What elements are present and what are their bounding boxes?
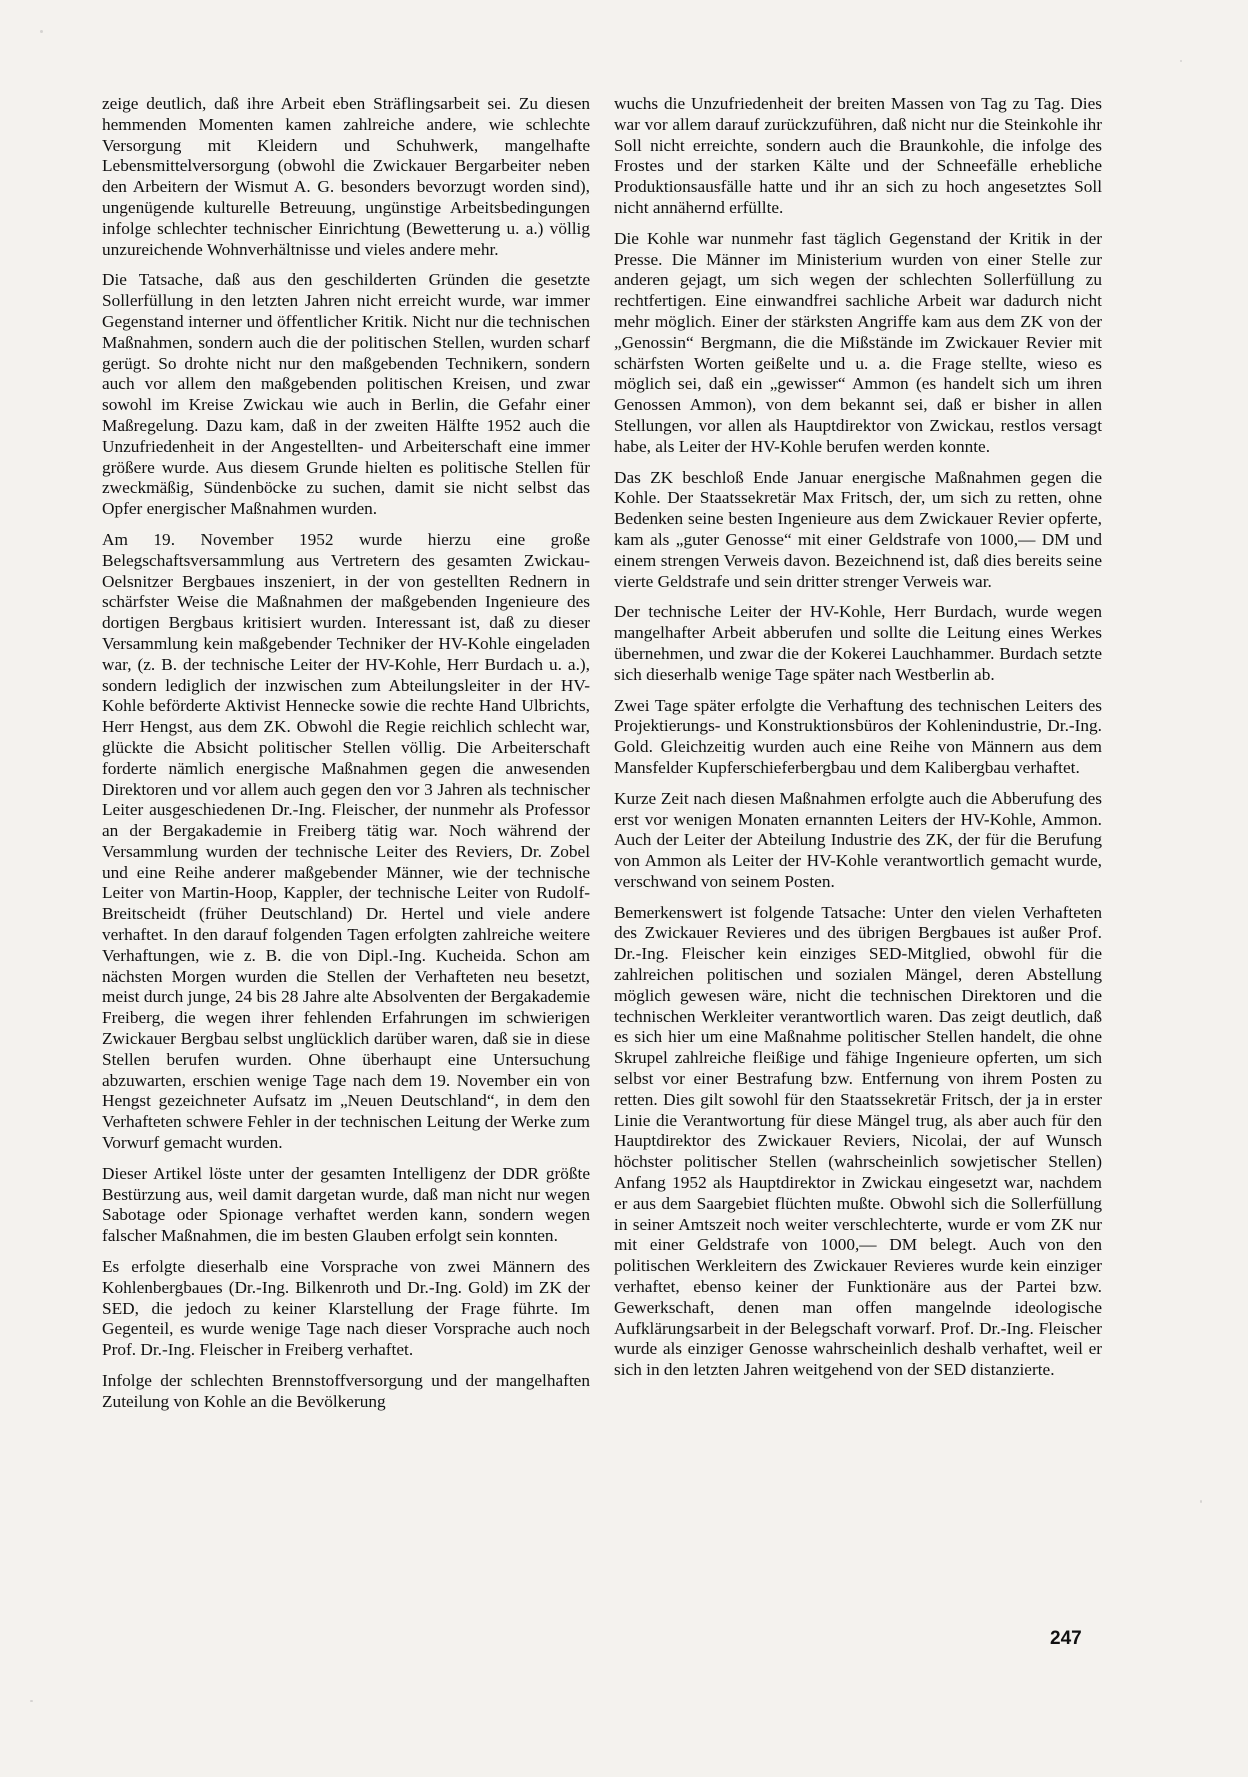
paragraph: Am 19. November 1952 wurde hierzu eine große Belegschaftsversammlung aus Vertretern des gesamten Zwickau-Oelsnitzer Bergbaues inszeniert, in der von gestellten Rednern in schärfster Weise die Maßnahmen der maßgebenden Ingenieure des dortigen Bergbaus kritisiert wurden. Interessant ist, daß zu dieser Versammlung kein maßgebender Techniker der HV-Kohle eingeladen war, (z. B. der technische Leiter der HV-Kohle, Herr Burdach u. a.), sondern lediglich der inzwischen zum Abteilungsleiter in der HV-Kohle beförderte Aktivist Hennecke sowie die rechte Hand Ulbrichts, Herr Hengst, aus dem ZK. Obwohl die Regie reichlich schlecht war, glückte die Absicht politischer Stellen völlig. Die Arbeiterschaft forderte nämlich energische Maßnahmen gegen die anwesenden Direktoren und vor allem auch gegen den vor 3 Jahren als technischer Leiter ausgeschiedenen Dr.-Ing. Fleischer, der nunmehr als Professor an der Bergakademie in Freiberg tätig war. Noch während der Versammlung wurden der technische Leiter des Reviers, Dr. Zobel und eine Reihe anderer maßgebender Männer, wie der technische Leiter von Martin-Hoop, Kappler, der technische Leiter von Rudolf-Breitscheidt (früher Deutschland) Dr. Hertel und viele andere verhaftet. In den darauf folgenden Tagen erfolgten zahlreiche weitere Verhaftungen, wie z. B. die von Dipl.-Ing. Kucheida. Schon am nächsten Morgen wurden die Stellen der Verhafteten neu besetzt, meist durch junge, 24 bis 28 Jahre alte Absolventen der Bergakademie Freiberg, die wegen ihrer fehlenden Erfahrungen im schwierigen Zwickauer Bergbau selbst unglücklich darüber waren, daß sie in diese Stellen berufen wurden. Ohne überhaupt eine Untersuchung abzuwarten, erschien wenige Tage nach dem 19. November ein von Hengst gezeichneter Aufsatz im „Neuen Deutschland“, in dem den Verhafteten schwere Fehler in der technischen Leitung der Werke zum Vorwurf gemacht wurden.	[102, 529, 590, 1153]
scan-speck	[1200, 1500, 1202, 1503]
paragraph: Dieser Artikel löste unter der gesamten Intelligenz der DDR größte Bestürzung aus, weil damit dargetan wurde, daß man nicht nur wegen Sabotage oder Spionage verhaftet werden kann, sondern wegen falscher Maßnahmen, die im besten Glauben erfolgt sein konnten.	[102, 1163, 590, 1246]
right-column	[614, 94, 1102, 1391]
scan-speck	[40, 30, 43, 33]
paragraph: Der technische Leiter der HV-Kohle, Herr Burdach, wurde wegen mangelhafter Arbeit abberufen und sollte die Leitung eines Werkes übernehmen, und zwar die der Kokerei Lauchhammer. Burdach setzte sich dieserhalb wenige Tage später nach Westberlin ab.	[614, 602, 1102, 684]
paragraph: Das ZK beschloß Ende Januar energische Maßnahmen gegen die Kohle. Der Staatssekretär Max Fritsch, der, um sich zu retten, ohne Bedenken seine besten Ingenieure aus dem Zwickauer Revier opferte, kam als „guter Genosse“ mit einer Geldstrafe von 1000,— DM und einem strengen Verweis davon. Bezeichnend ist, daß dies bereits seine vierte Geldstrafe und sein dritter strenger Verweis war.	[614, 467, 1102, 591]
paragraph: Zwei Tage später erfolgte die Verhaftung des technischen Leiters des Projektierungs- und Konstruktionsbüros der Kohlenindustrie, Dr.-Ing. Gold. Gleichzeitig wurden auch eine Reihe von Männern aus dem Mansfelder Kupferschieferbergbau und dem Kalibergbau verhaftet.	[614, 695, 1102, 777]
left-column	[102, 94, 590, 1423]
paragraph: zeige deutlich, daß ihre Arbeit eben Sträflingsarbeit sei. Zu diesen hemmenden Momenten kamen zahlreiche andere, wie schlechte Versorgung mit Kleidern und Schuhwerk, mangelhafte Lebensmittelversorgung (obwohl die Zwickauer Bergarbeiter neben den Arbeitern der Wismut A. G. besonders bevorzugt worden sind), ungenügende kulturelle Betreuung, ungünstige Arbeitsbedingungen infolge schlechter technischer Einrichtung (Bewetterung u. a.) völlig unzureichende Wohnverhältnisse und vieles andere mehr.	[102, 94, 590, 259]
paragraph: Infolge der schlechten Brennstoffversorgung und der mangelhaften Zuteilung von Kohle an die Bevölkerung	[102, 1371, 590, 1411]
scan-speck	[30, 1700, 33, 1702]
paragraph: wuchs die Unzufriedenheit der breiten Massen von Tag zu Tag. Dies war vor allem darauf zurückzuführen, daß nicht nur die Steinkohle ihr Soll nicht erreichte, sondern auch die Braunkohle, die infolge des Frostes und der starken Kälte und der Schneefälle erhebliche Produktionsausfälle hatte und ihr an sich zu hoch angesetztes Soll nicht annähernd erfüllte.	[614, 94, 1102, 217]
scan-speck	[1180, 60, 1182, 62]
paragraph: Die Kohle war nunmehr fast täglich Gegenstand der Kritik in der Presse. Die Männer im Ministerium wurden von einer Stelle zur anderen gejagt, um sich wegen der schlechten Sollerfüllung zu rechtfertigen. Eine einwandfrei sachliche Arbeit war dadurch nicht mehr möglich. Einer der stärksten Angriffe kam aus dem ZK von der „Genossin“ Bergmann, die die Mißstände im Zwickauer Revier mit schärfsten Worten geißelte und u. a. die Frage stellte, wieso es möglich sei, daß ein „gewisser“ Ammon (es handelt sich um ihren Genossen Ammon), von dem bekannt sei, daß er bisher in allen Stellungen, vor allen als Hauptdirektor von Zwickau, restlos versagt habe, als Leiter der HV-Kohle berufen werden konnte.	[614, 228, 1102, 456]
paragraph: Kurze Zeit nach diesen Maßnahmen erfolgte auch die Abberufung des erst vor wenigen Monaten ernannten Leiters der HV-Kohle, Ammon. Auch der Leiter der Abteilung Industrie des ZK, der für die Berufung von Ammon als Leiter der HV-Kohle verantwortlich gemacht wurde, verschwand von seinem Posten.	[614, 788, 1102, 891]
paragraph: Es erfolgte dieserhalb eine Vorsprache von zwei Männern des Kohlenbergbaues (Dr.-Ing. Bilkenroth und Dr.-Ing. Gold) im ZK der SED, die jedoch zu keiner Klarstellung der Frage führte. Im Gegenteil, es wurde wenige Tage nach dieser Vorsprache auch noch Prof. Dr.-Ing. Fleischer in Freiberg verhaftet.	[102, 1257, 590, 1360]
page-number: 247	[1050, 1628, 1082, 1649]
paragraph: Die Tatsache, daß aus den geschilderten Gründen die gesetzte Sollerfüllung in den letzten Jahren nicht erreicht wurde, war immer Gegenstand interner und öffentlicher Kritik. Nicht nur die technischen Maßnahmen, sondern auch die der politischen Stellen, wurden scharf gerügt. So drohte nicht nur den maßgebenden Technikern, sondern auch vor allem den maßgebenden politischen Kreisen, und zwar sowohl im Kreise Zwickau wie auch in Berlin, die Gefahr einer Maßregelung. Dazu kam, daß in der zweiten Hälfte 1952 auch die Unzufriedenheit in der Angestellten- und Arbeiterschaft eine immer größere wurde. Aus diesem Grunde hielten es politische Stellen für zweckmäßig, Sündenböcke zu suchen, damit sie nicht selbst das Opfer energischer Maßnahmen wurden.	[102, 270, 590, 519]
paragraph: Bemerkenswert ist folgende Tatsache: Unter den vielen Verhafteten des Zwickauer Revieres und des übrigen Bergbaues ist außer Prof. Dr.-Ing. Fleischer kein einziges SED-Mitglied, obwohl für die zahlreichen politischen und sozialen Mängel, deren Abstellung möglich gewesen wäre, nicht die technischen Direktoren und die technischen Werkleiter verantwortlich waren. Das zeigt deutlich, daß es sich hier um eine Maßnahme politischer Stellen handelt, die ohne Skrupel zahlreiche fleißige und fähige Ingenieure opferten, um sich selbst vor einer Bestrafung bzw. Entfernung von ihrem Posten zu retten. Dies gilt sowohl für den Staatssekretär Fritsch, der ja in erster Linie die Verantwortung für diese Mängel trug, als aber auch für den Hauptdirektor des Zwickauer Reviers, Nicolai, der auf Wunsch höchster politischer Stellen (wahrscheinlich sowjetischer Stellen) Anfang 1952 als Hauptdirektor in Zwickau eingesetzt war, nachdem er aus dem Saargebiet flüchten mußte. Obwohl sich die Sollerfüllung in seiner Amtszeit noch weiter verschlechterte, wurde er vom ZK nur mit einer Geldstrafe von 1000,— DM belegt. Auch von den politischen Werkleitern des Zwickauer Revieres wurde kein einziger verhaftet, ebenso keiner der Funktionäre aus der Partei bzw. Gewerkschaft, denen man offen mangelnde ideologische Aufklärungsarbeit in der Belegschaft vorwarf. Prof. Dr.-Ing. Fleischer wurde als einziger Genosse wahrscheinlich deshalb verhaftet, weil er sich in den letzten Jahren weitgehend von der SED distanzierte.	[614, 902, 1102, 1380]
